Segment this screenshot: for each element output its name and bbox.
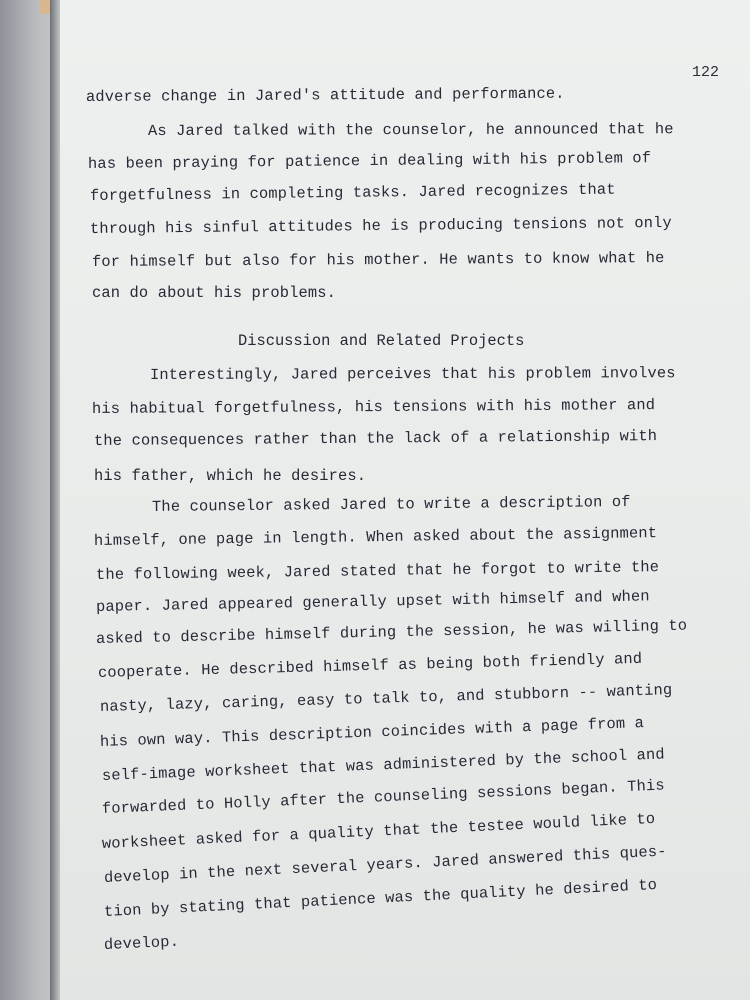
book-binding [50, 0, 60, 1000]
body-line: worksheet asked for a quality that the testee would like to [101, 809, 656, 853]
body-line: develop in the next several years. Jared answered this ques- [103, 842, 667, 887]
body-line: himself, one page in length. When asked about the assignment [93, 524, 658, 550]
body-line: his father, which he desires. [94, 467, 367, 485]
body-line: forgetfulness in completing tasks. Jared recognizes that [89, 180, 616, 205]
body-line: his habitual forgetfulness, his tensions with his mother and [91, 396, 656, 418]
body-line: The counselor asked Jared to write a description of [151, 492, 631, 516]
body-line: self-image worksheet that was administered by the school and [101, 745, 666, 785]
page-number: 122 [692, 64, 720, 81]
body-line: paper. Jared appeared generally upset with himself and when [95, 587, 650, 616]
body-line: develop. [103, 932, 180, 954]
body-line: for himself but also for his mother. He wants to know what he [91, 249, 665, 271]
body-line: through his sinful attitudes he is producing tensions not only [89, 213, 672, 238]
body-line: has been praying for patience in dealing with his problem of [87, 149, 652, 173]
body-line: his own way. This description coincides with a page from a [99, 714, 645, 751]
body-line: As Jared talked with the counselor, he announced that he [147, 120, 674, 140]
body-line: the following week, Jared stated that he forgot to write the [95, 558, 660, 584]
section-heading: Discussion and Related Projects [238, 332, 525, 350]
body-line: can do about his problems. [92, 284, 337, 302]
body-line: cooperate. He described himself as being both friendly and [97, 649, 643, 682]
body-line: the consequences rather than the lack of a relationship with [93, 427, 658, 450]
body-line: nasty, lazy, caring, easy to talk to, and stubborn -- wanting [99, 681, 673, 716]
body-line: Interestingly, Jared perceives that his problem involves [149, 364, 676, 384]
body-line: asked to describe himself during the session, he was willing to [95, 616, 688, 648]
body-line: forwarded to Holly after the counseling sessions began. This [101, 776, 666, 818]
body-line: adverse change in Jared's attitude and performance. [85, 84, 565, 106]
document-page [60, 0, 750, 1000]
body-line: tion by stating that patience was the quality he desired to [103, 875, 658, 921]
